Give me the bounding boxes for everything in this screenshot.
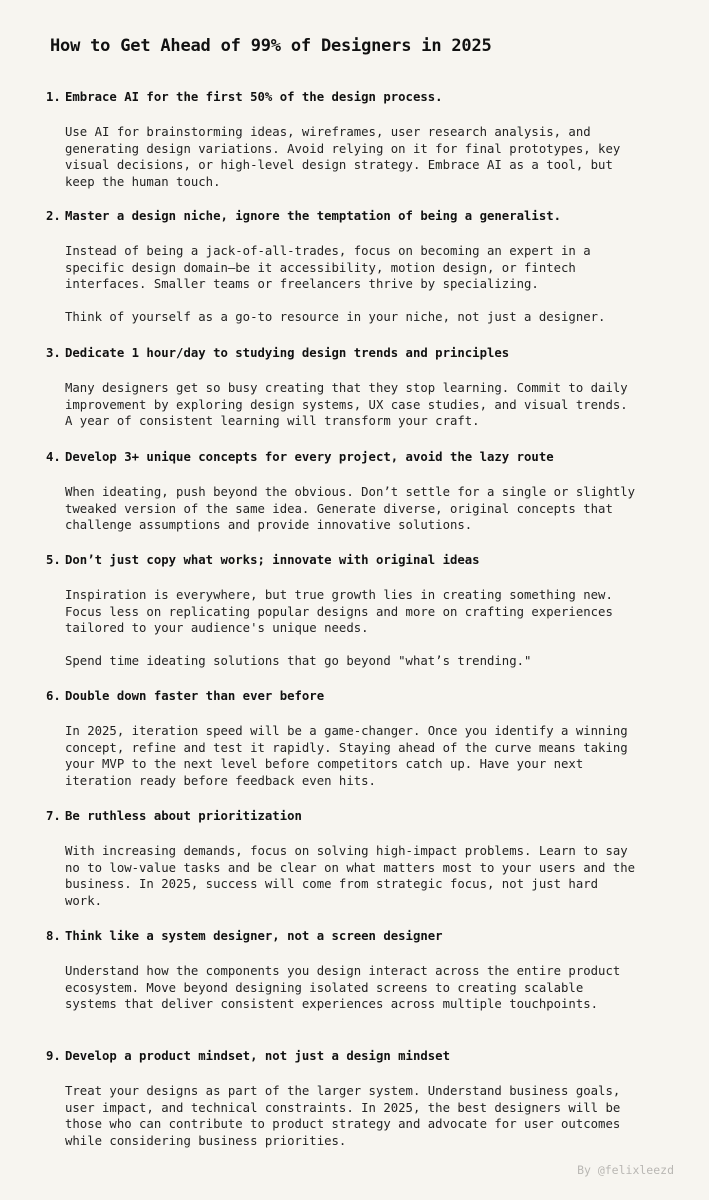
section-paragraph: Treat your designs as part of the larger system. Understand business goals, user impact, and technical constraints. In 2025, the best designers will be those who can contribute to product strategy and advocate for user outcomes while considering business priorities. — [65, 1084, 621, 1148]
section-heading — [46, 208, 646, 224]
section-number: 2. — [46, 209, 61, 223]
section-paragraph: Use AI for brainstorming ideas, wireframes, user research analysis, and generating design variations. Avoid relying on it for final prototypes, key visual decisions, or high-level design strategy. Embrace AI as a tool, but keep the human touch. — [65, 125, 621, 189]
section-heading — [46, 89, 646, 105]
section-title: Think like a system designer, not a screen designer — [65, 929, 443, 943]
section-title: Dedicate 1 hour/day to studying design trends and principles — [65, 346, 510, 360]
list-item-3 — [46, 345, 646, 430]
list-item-4 — [46, 449, 646, 534]
section-heading — [46, 1048, 646, 1064]
list-item-8 — [46, 928, 646, 1013]
section-number: 7. — [46, 809, 61, 823]
section-paragraph: Inspiration is everywhere, but true growth lies in creating something new. Focus less on replicating popular designs and more on crafting experiences tailored to your audience's unique needs. — [65, 588, 613, 635]
section-title: Develop 3+ unique concepts for every project, avoid the lazy route — [65, 450, 554, 464]
section-title: Be ruthless about prioritization — [65, 809, 302, 823]
author-credit: By @felixleezd — [577, 1163, 674, 1177]
section-heading — [46, 928, 646, 944]
section-heading — [46, 688, 646, 704]
section-paragraph: When ideating, push beyond the obvious. Don’t settle for a single or slightly tweaked version of the same idea. Generate diverse, original concepts that challenge assumptions and provide innovative solutions. — [65, 485, 636, 532]
page-title: How to Get Ahead of 99% of Designers in 2025 — [50, 36, 492, 56]
section-paragraph: Many designers get so busy creating that they stop learning. Commit to daily improvement by exploring design systems, UX case studies, and visual trends. A year of consistent learning will transform your craft. — [65, 381, 628, 428]
list-item-2 — [46, 208, 646, 325]
list-item-6 — [46, 688, 646, 789]
section-number: 3. — [46, 346, 61, 360]
section-number: 1. — [46, 90, 61, 104]
section-heading — [46, 449, 646, 465]
list-item-9 — [46, 1048, 646, 1149]
section-title: Master a design niche, ignore the temptation of being a generalist. — [65, 209, 562, 223]
section-heading — [46, 808, 646, 824]
list-item-1 — [46, 89, 646, 190]
section-heading — [46, 345, 646, 361]
section-paragraph: In 2025, iteration speed will be a game-changer. Once you identify a winning concept, refine and test it rapidly. Staying ahead of the curve means taking your MVP to the next level before competitors catch up. Have your next iteration ready before feedback even hits. — [65, 724, 628, 788]
section-number: 4. — [46, 450, 61, 464]
section-number: 9. — [46, 1049, 61, 1063]
list-item-7 — [46, 808, 646, 909]
section-heading — [46, 552, 646, 568]
section-paragraph: With increasing demands, focus on solving high-impact problems. Learn to say no to low-value tasks and be clear on what matters most to your users and the business. In 2025, success will come from strategic focus, not just hard work. — [65, 844, 636, 908]
section-title: Don’t just copy what works; innovate with original ideas — [65, 553, 480, 567]
section-number: 5. — [46, 553, 61, 567]
section-title: Embrace AI for the first 50% of the design process. — [65, 90, 443, 104]
section-paragraph: Think of yourself as a go-to resource in your niche, not just a designer. — [65, 309, 606, 324]
section-number: 6. — [46, 689, 61, 703]
list-item-5 — [46, 552, 646, 669]
section-title: Develop a product mindset, not just a design mindset — [65, 1049, 450, 1063]
section-paragraph: Spend time ideating solutions that go beyond "what’s trending." — [65, 653, 532, 668]
section-number: 8. — [46, 929, 61, 943]
section-title: Double down faster than ever before — [65, 689, 325, 703]
section-paragraph: Understand how the components you design interact across the entire product ecosystem. Move beyond designing isolated screens to creating scalable systems that deliver consistent experiences across multiple touchpoints. — [65, 964, 621, 1011]
section-paragraph: Instead of being a jack-of-all-trades, focus on becoming an expert in a specific design domain—be it accessibility, motion design, or fintech interfaces. Smaller teams or freelancers thrive by specializing. — [65, 244, 591, 291]
